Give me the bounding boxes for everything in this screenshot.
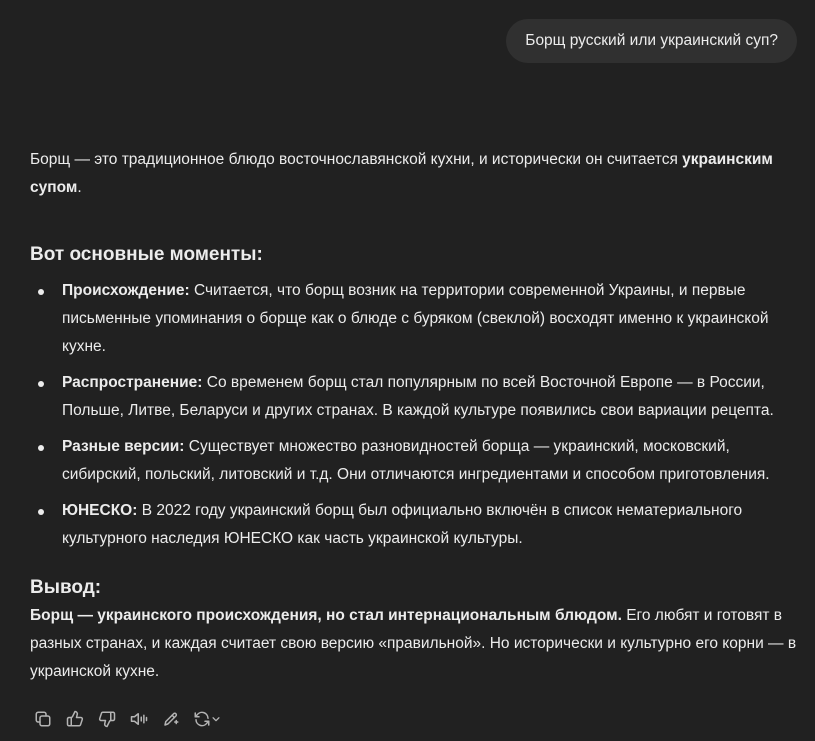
answer-intro: Борщ — это традиционное блюдо восточнославянской кухни, и исторически он считается украинским супом. xyxy=(30,151,773,196)
point-title: Разные версии: xyxy=(62,438,185,455)
list-item xyxy=(30,277,802,361)
assistant-answer xyxy=(30,146,802,686)
thumbs-up-button[interactable] xyxy=(62,706,88,732)
points-list xyxy=(30,277,802,553)
message-actions xyxy=(30,706,224,732)
regenerate-icon xyxy=(193,710,211,728)
point-text: Со временем борщ стал популярным по всей Восточной Европе — в России, Польше, Литве, Беларуси и других странах. В каждой культуре появились свои вариации рецепта. xyxy=(62,374,774,419)
thumbs-down-icon xyxy=(98,710,116,728)
copy-icon xyxy=(34,710,52,728)
user-message-bubble xyxy=(506,19,797,63)
read-aloud-icon xyxy=(129,710,149,728)
list-item xyxy=(30,369,802,425)
point-title: Распространение: xyxy=(62,374,203,391)
user-message-text: Борщ русский или украинский суп? xyxy=(525,32,778,49)
list-item xyxy=(30,497,802,553)
conclusion-paragraph: Борщ — украинского происхождения, но стал интернациональным блюдом. Его любят и готовят в разных странах, и каждая считает свою версию «правильной». Но исторически и культурно его корни — в украинской кухне. xyxy=(30,607,797,680)
thumbs-up-icon xyxy=(66,710,84,728)
edit-button[interactable] xyxy=(158,706,184,732)
list-item xyxy=(30,433,802,489)
copy-button[interactable] xyxy=(30,706,56,732)
point-text: В 2022 году украинский борщ был официально включён в список нематериального культурного наследия ЮНЕСКО как часть украинской культуры. xyxy=(62,502,743,547)
point-text: Считается, что борщ возник на территории современной Украины, и первые письменные упоминания о борще как о блюде с буряком (свеклой) восходят именно к украинской кухне. xyxy=(62,282,769,355)
point-title: ЮНЕСКО: xyxy=(62,502,138,519)
regenerate-button[interactable] xyxy=(190,706,224,732)
thumbs-down-button[interactable] xyxy=(94,706,120,732)
conclusion-heading: Вывод: xyxy=(30,577,102,598)
point-text: Существует множество разновидностей борща — украинский, московский, сибирский, польский, литовский и т.д. Они отличаются ингредиентами и способом приготовления. xyxy=(62,438,770,483)
edit-icon xyxy=(162,710,180,728)
point-title: Происхождение: xyxy=(62,282,190,299)
points-heading: Вот основные моменты: xyxy=(30,244,263,265)
chevron-down-icon xyxy=(211,714,221,724)
read-aloud-button[interactable] xyxy=(126,706,152,732)
